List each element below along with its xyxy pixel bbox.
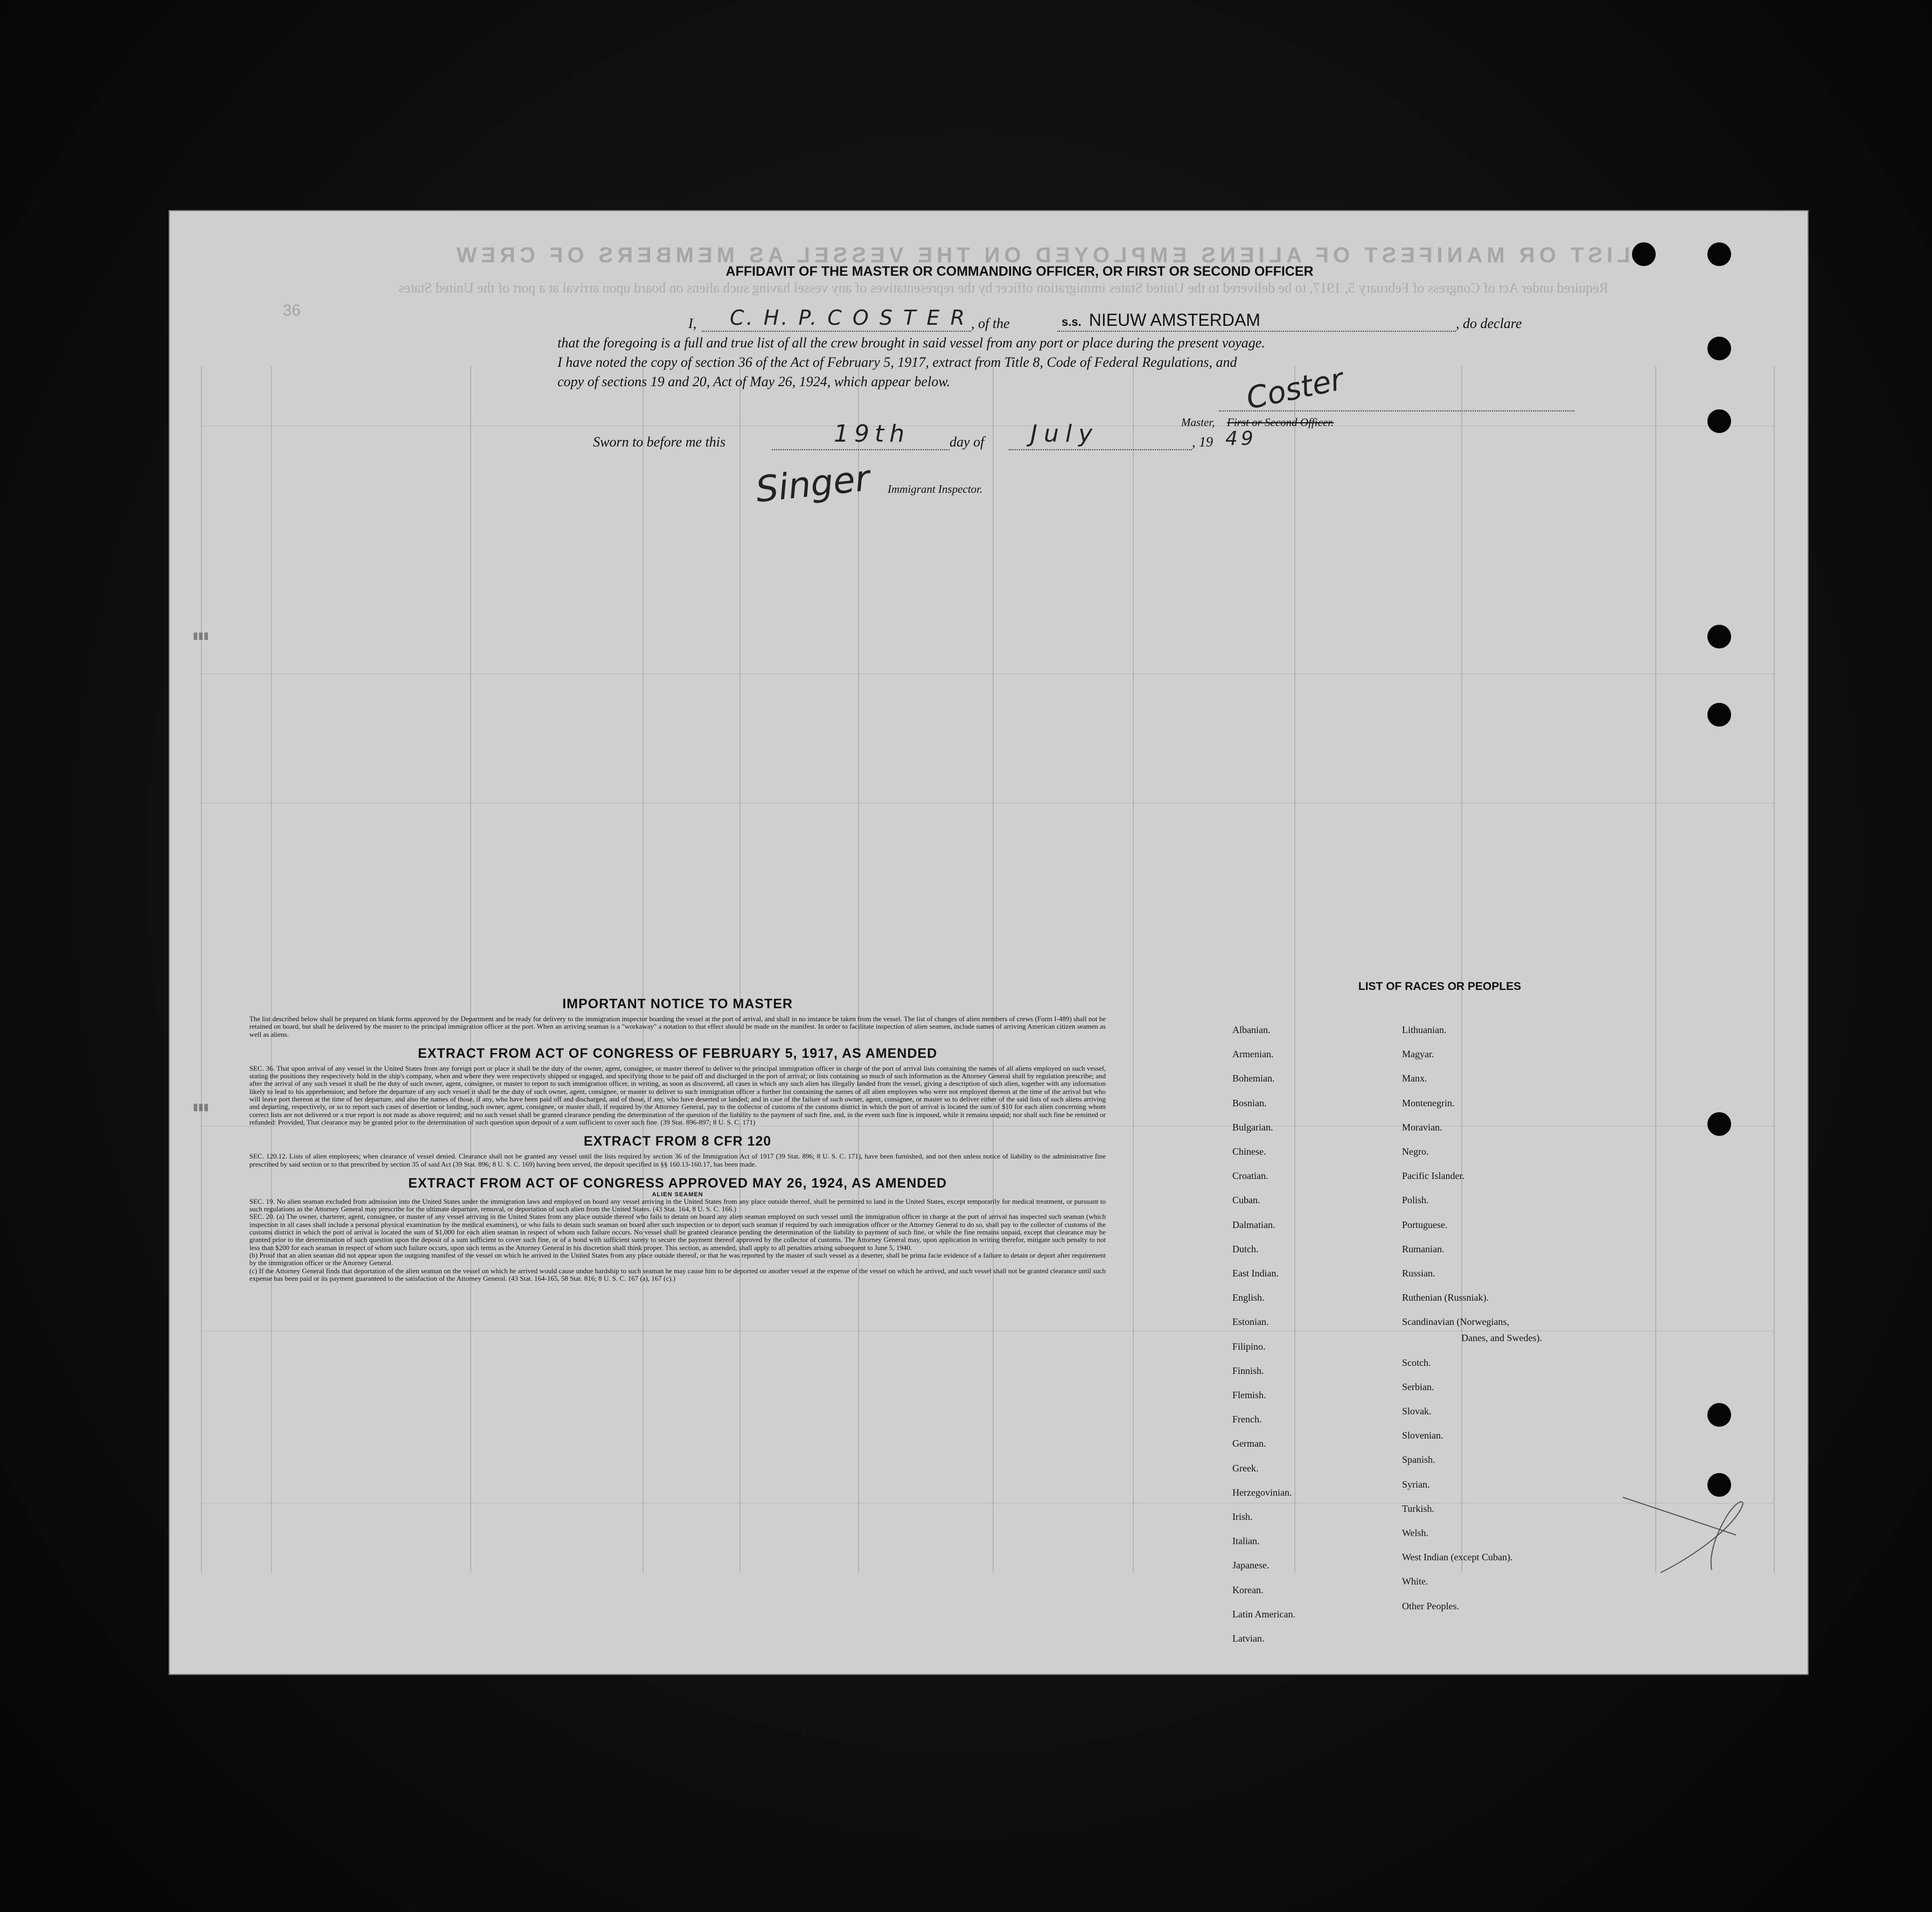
extract-1924-subtitle: ALIEN SEAMEN	[652, 1191, 703, 1198]
binder-hole	[1707, 409, 1731, 433]
sworn-day-line	[772, 449, 950, 450]
extract-1924	[249, 1176, 1106, 1282]
column-rule	[993, 366, 994, 1573]
row-rule	[201, 673, 1774, 674]
races-title: LIST OF RACES OR PEOPLES	[1358, 980, 1522, 993]
sworn-year-prefix: , 19	[1192, 434, 1213, 450]
race-item: Other Peoples.	[1402, 1600, 1459, 1611]
race-item: Irish.	[1232, 1511, 1253, 1522]
race-item: Cuban.	[1232, 1195, 1260, 1206]
extract-1917-body: SEC. 36. That upon arrival of any vessel in the United States from any foreign port or place it shall be the duty of the owner, agent, consignee, or master thereof to deliver to the principal immigration officer in charge of the port of arrival lists containing the names of all aliens employed on such vessel, stating the positions they respectively hold in the ship's company, when and where they were respectively shipped or engaged, and specifying those to be paid off and discharged in the port of arrival; or lists containing so much of such information as the Attorney General shall by regulation prescribe; and after the arrival of any such vessel it shall be the duty of such owner, agent, consignee, or master to report to such immigration officer, in writing, as soon as discovered, all cases in which any such alien has illegally landed from the vessel, giving a description of such alien, together with any information likely to lead to his apprehension; and before the departure of any such vessel it shall be the duty of such owner, agent, consignee, or master to deliver to such immigration officer a further list containing the names of all alien employees who were not employed thereon at the time of the arrival but who will leave port thereon at the time of her departure, and also the names of those, if any, who have been paid off and discharged, and of those, if any, who have deserted or landed; and in case of the failure of such owner, agent, consignee, or master so to deliver either of the said lists of such aliens arriving and departing, respectively, or so to report such cases of desertion or landing, such owner, agent, consignee, or master shall, if required by the Attorney General, pay to the collector of customs of the customs district in which the port of arrival is located the sum of $10 for each alien concerning whom correct lists are not delivered or a true report is not made as above required; and no such vessel shall be granted clearance pending the determination of the question of the liability to the payment of such fine, and, in the event such fine is imposed, while it remains unpaid; nor shall such fine be remitted or refunded: Provided, That clearance may be granted prior to the determination of such question upon deposit of a sum sufficient to cover such fine. (39 Stat. 896-897; 8 U. S. C. 171)	[249, 1064, 1106, 1126]
row-rule	[201, 1503, 1774, 1504]
column-rule	[1133, 366, 1134, 1573]
extract-1924-title: EXTRACT FROM ACT OF CONGRESS APPROVED MAY 26, 1924, AS AMENDED	[408, 1175, 947, 1191]
extract-cfr	[249, 1134, 1106, 1168]
race-item: Turkish.	[1402, 1503, 1434, 1514]
race-item: West Indian (except Cuban).	[1402, 1552, 1513, 1563]
race-item: Dalmatian.	[1232, 1219, 1275, 1230]
race-item: Japanese.	[1232, 1560, 1270, 1571]
race-item: Magyar.	[1402, 1049, 1434, 1060]
day-of-label: day of	[950, 434, 985, 450]
master-name-handwritten: C. H. P. C O S T E R	[730, 306, 967, 330]
faint-stamp: ▮▮▮	[193, 630, 209, 641]
race-item: Estonian.	[1232, 1316, 1269, 1328]
binder-hole	[1707, 625, 1731, 648]
race-item: Montenegrin.	[1402, 1097, 1455, 1108]
notice-body: The list described below shall be prepared on blank forms approved by the Department and be ready for delivery to the immigration inspector boarding the vessel at the port of arrival, and shall in no instance be taken from the vessel. The list of changes of alien members of crews (Form I-489) shall not be retained on board, but shall be delivered by the master to the principal immigration officer at the port. When an arriving seaman is a "workaway" a notation to that effect should be made on the manifest. In order to facilitate inspection of alien seamen, include names of arriving American citizen seamen as well as aliens.	[249, 1015, 1106, 1038]
race-item: English.	[1232, 1292, 1265, 1303]
extract-1924-sec20a: SEC. 20. (a) The owner, charterer, agent, consignee, or master of any vessel arriving in the United States from any place outside thereof who fails to detain on board any alien seaman employed on such vessel until the immigration officer in charge at the port of arrival has inspected such seaman (which inspection in all cases shall include a personal physical examination by the medical examiners), or who fails to detain such seaman on board after such inspection or to deport such seaman if required by such immigration officer or the Attorney General to do so, shall pay to the collector of customs of the customs district in which the port of arrival is located the sum of $1,000 for each alien seaman in respect of whom such failure occurs. No vessel shall be granted clearance pending the determination of the liability to payment of such fine, or while the fine remains unpaid, except that clearance may be granted prior to the determination of such question upon the deposit of a sum sufficient to cover such fine, or of a bond with sufficient surety to secure the payment thereof approved by the collector of customs. The Attorney General may, upon application in writing therefor, mitigate such penalty to not less than $200 for each seaman in respect of whom such failure occurs, upon such terms as the Attorney General in his discretion shall think proper. This section, as amended, shall apply to all penalties arising subsequent to June 5, 1940.	[249, 1212, 1106, 1252]
extract-1924-sec20b: (b) Proof that an alien seaman did not appear upon the outgoing manifest of the vessel on which he arrived in the United States from any place outside thereof, or that he was reported by the master of such vessel as a deserter, shall be prima facie evidence of a failure to detain or deport after requirement by the immigration officer or the Attorney General.	[249, 1251, 1106, 1267]
race-item: Russian.	[1402, 1268, 1435, 1279]
race-item: Syrian.	[1402, 1478, 1430, 1490]
race-item: Negro.	[1402, 1146, 1429, 1157]
race-item: Bohemian.	[1232, 1073, 1275, 1084]
race-item: Latin American.	[1232, 1608, 1295, 1620]
race-item: Rumanian.	[1402, 1243, 1445, 1254]
race-item: Scandinavian (Norwegians,	[1402, 1316, 1509, 1328]
affidavit-of-the: , of the	[971, 316, 1010, 331]
race-item: Flemish.	[1232, 1390, 1266, 1400]
race-item: German.	[1232, 1438, 1266, 1449]
vessel-line	[1062, 310, 1260, 330]
race-item: Manx.	[1402, 1073, 1427, 1084]
race-item: French.	[1232, 1414, 1262, 1425]
race-item: Filipino.	[1232, 1341, 1266, 1352]
extract-cfr-body: SEC. 120.12. Lists of alien employees; when clearance of vessel denied. Clearance shall not be granted any vessel until the lists required by section 36 of the Immigration Act of 1917 (39 Stat. 896; 8 U. S. C. 171), have been furnished, and not then unless notice of liability to the administrative fine prescribed by said section or to that prescribed by section 35 of said Act (39 Stat. 896; 8 U. S. C. 169) having been served, the deposit specified in §§ 160.13-160.17, has been made.	[249, 1152, 1106, 1168]
column-rule	[1461, 366, 1462, 1573]
race-item: Welsh.	[1402, 1527, 1429, 1538]
affidavit-do-declare: , do declare	[1456, 316, 1522, 331]
binder-hole	[1707, 1112, 1731, 1136]
extract-1924-sec20c: (c) If the Attorney General finds that deportation of the alien seaman on the vessel on which he arrived would cause undue hardship to such seaman he may cause him to be deported on another vessel at the expense of the vessel on which he arrived, and such vessel shall not be granted clearance until such expense has been paid or its payment guaranteed to the satisfaction of the Attorney General. (43 Stat. 164-165, 58 Stat. 816; 8 U. S. C. 167 (a), 167 (c).)	[249, 1266, 1106, 1282]
important-notice	[249, 996, 1106, 1038]
binder-hole	[1707, 1473, 1731, 1497]
race-item: Albanian.	[1232, 1024, 1271, 1035]
race-item: Moravian.	[1402, 1121, 1442, 1133]
race-item: Bosnian.	[1232, 1097, 1267, 1108]
race-item: Herzegovinian.	[1232, 1487, 1292, 1498]
race-item: Polish.	[1402, 1195, 1429, 1206]
vessel-name: NIEUW AMSTERDAM	[1089, 310, 1260, 330]
inspector-label: Immigrant Inspector.	[888, 483, 983, 496]
race-item: Korean.	[1232, 1584, 1264, 1595]
sworn-prefix: Sworn to before me this	[593, 434, 726, 450]
column-rule	[201, 366, 202, 1573]
binder-hole	[1707, 703, 1731, 727]
column-rule	[271, 366, 272, 1573]
race-item: Serbian.	[1402, 1381, 1434, 1392]
bleedthrough-title: LIST OR MANIFEST OF ALIENS EMPLOYED ON THE VESSEL AS MEMBERS OF CREW	[452, 243, 1630, 267]
race-item: Slovak.	[1402, 1406, 1432, 1416]
faint-stamp: ▮▮▮	[193, 1101, 209, 1112]
binder-hole	[1707, 242, 1731, 266]
sworn-month: July	[1030, 420, 1099, 448]
race-item: Armenian.	[1232, 1049, 1274, 1060]
race-item: East Indian.	[1232, 1268, 1279, 1279]
inspector-signature: Singer	[754, 457, 872, 511]
manifest-sheet	[169, 210, 1809, 1675]
column-rule	[740, 366, 741, 1573]
bleedthrough-subtitle: Required under Act of Congress of February 5, 1917, to be delivered to the United States immigration officer by the representatives of any vessel having such aliens on board upon arrival at a port of the United States	[399, 280, 1608, 296]
race-item: Danes, and Swedes).	[1461, 1332, 1542, 1344]
extract-1917-title: EXTRACT FROM ACT OF CONGRESS OF FEBRUARY 5, 1917, AS AMENDED	[417, 1045, 938, 1061]
bleedthrough-page-number: 36	[283, 302, 301, 319]
race-item: Lithuanian.	[1402, 1024, 1447, 1035]
binder-hole	[1707, 337, 1731, 360]
extract-1924-sec19: SEC. 19. No alien seaman excluded from admission into the United States under the immigration laws and employed on board any vessel arriving in the United States from any place outside thereof, shall be permitted to land in the United States, except temporarily for medical treatment, or pursuant to such regulations as the Attorney General may prescribe for the ultimate departure, removal, or deportation of such alien from the United States. (43 Stat. 164, 8 U. S. C. 166.)	[249, 1197, 1106, 1213]
affidavit-i: I,	[688, 316, 697, 331]
officer-label-struck: First or Second Officer.	[1227, 416, 1334, 429]
extract-1917	[249, 1046, 1106, 1126]
row-rule	[201, 803, 1774, 804]
column-rule	[470, 366, 471, 1573]
notice-block	[249, 996, 1106, 1290]
race-item: Portuguese.	[1402, 1219, 1448, 1230]
race-item: Latvian.	[1232, 1633, 1265, 1644]
sworn-day: 19th	[834, 420, 910, 448]
master-label: Master,	[1181, 416, 1215, 429]
binder-hole	[1632, 242, 1656, 266]
row-rule	[201, 1330, 1774, 1331]
sworn-month-line	[1009, 449, 1192, 450]
column-rule	[1294, 366, 1295, 1573]
race-item: Italian.	[1232, 1536, 1260, 1547]
race-item: Pacific Islander.	[1402, 1170, 1464, 1182]
ss-label: s.s.	[1062, 315, 1082, 329]
row-rule	[201, 425, 1774, 427]
affidavit-title: AFFIDAVIT OF THE MASTER OR COMMANDING OFFICER, OR FIRST OR SECOND OFFICER	[726, 264, 1314, 279]
column-rule	[858, 366, 859, 1573]
race-item: Chinese.	[1232, 1146, 1266, 1157]
column-rule	[1774, 366, 1775, 1573]
master-signature-line	[1219, 410, 1574, 411]
binder-hole	[1707, 1403, 1731, 1427]
race-item: Finnish.	[1232, 1365, 1264, 1376]
column-rule	[643, 366, 644, 1573]
race-item: Slovenian.	[1402, 1430, 1443, 1441]
affidavit-line-2: that the foregoing is a full and true list of all the crew brought in said vessel from any port or place during the present voyage.	[557, 335, 1265, 351]
master-name-line	[702, 331, 971, 332]
sworn-year: 49	[1225, 428, 1257, 450]
affidavit-line-3: I have noted the copy of section 36 of the Act of February 5, 1917, extract from Title 8, Code of Federal Regulations, and	[557, 354, 1237, 370]
race-item: Ruthenian (Russniak).	[1402, 1292, 1489, 1303]
race-item: Scotch.	[1402, 1357, 1431, 1368]
race-item: Croatian.	[1232, 1170, 1268, 1182]
vessel-line-underline	[1057, 331, 1456, 332]
race-item: Bulgarian.	[1232, 1121, 1273, 1133]
column-rule	[1655, 366, 1656, 1573]
notice-title: IMPORTANT NOTICE TO MASTER	[562, 996, 793, 1011]
race-item: Dutch.	[1232, 1243, 1259, 1254]
race-item: White.	[1402, 1576, 1428, 1587]
extract-cfr-title: EXTRACT FROM 8 CFR 120	[583, 1134, 772, 1149]
race-item: Spanish.	[1402, 1454, 1435, 1466]
affidavit-line-4: copy of sections 19 and 20, Act of May 26, 1924, which appear below.	[557, 374, 951, 389]
race-item: Greek.	[1232, 1462, 1259, 1474]
master-signature: Coster	[1243, 361, 1347, 417]
